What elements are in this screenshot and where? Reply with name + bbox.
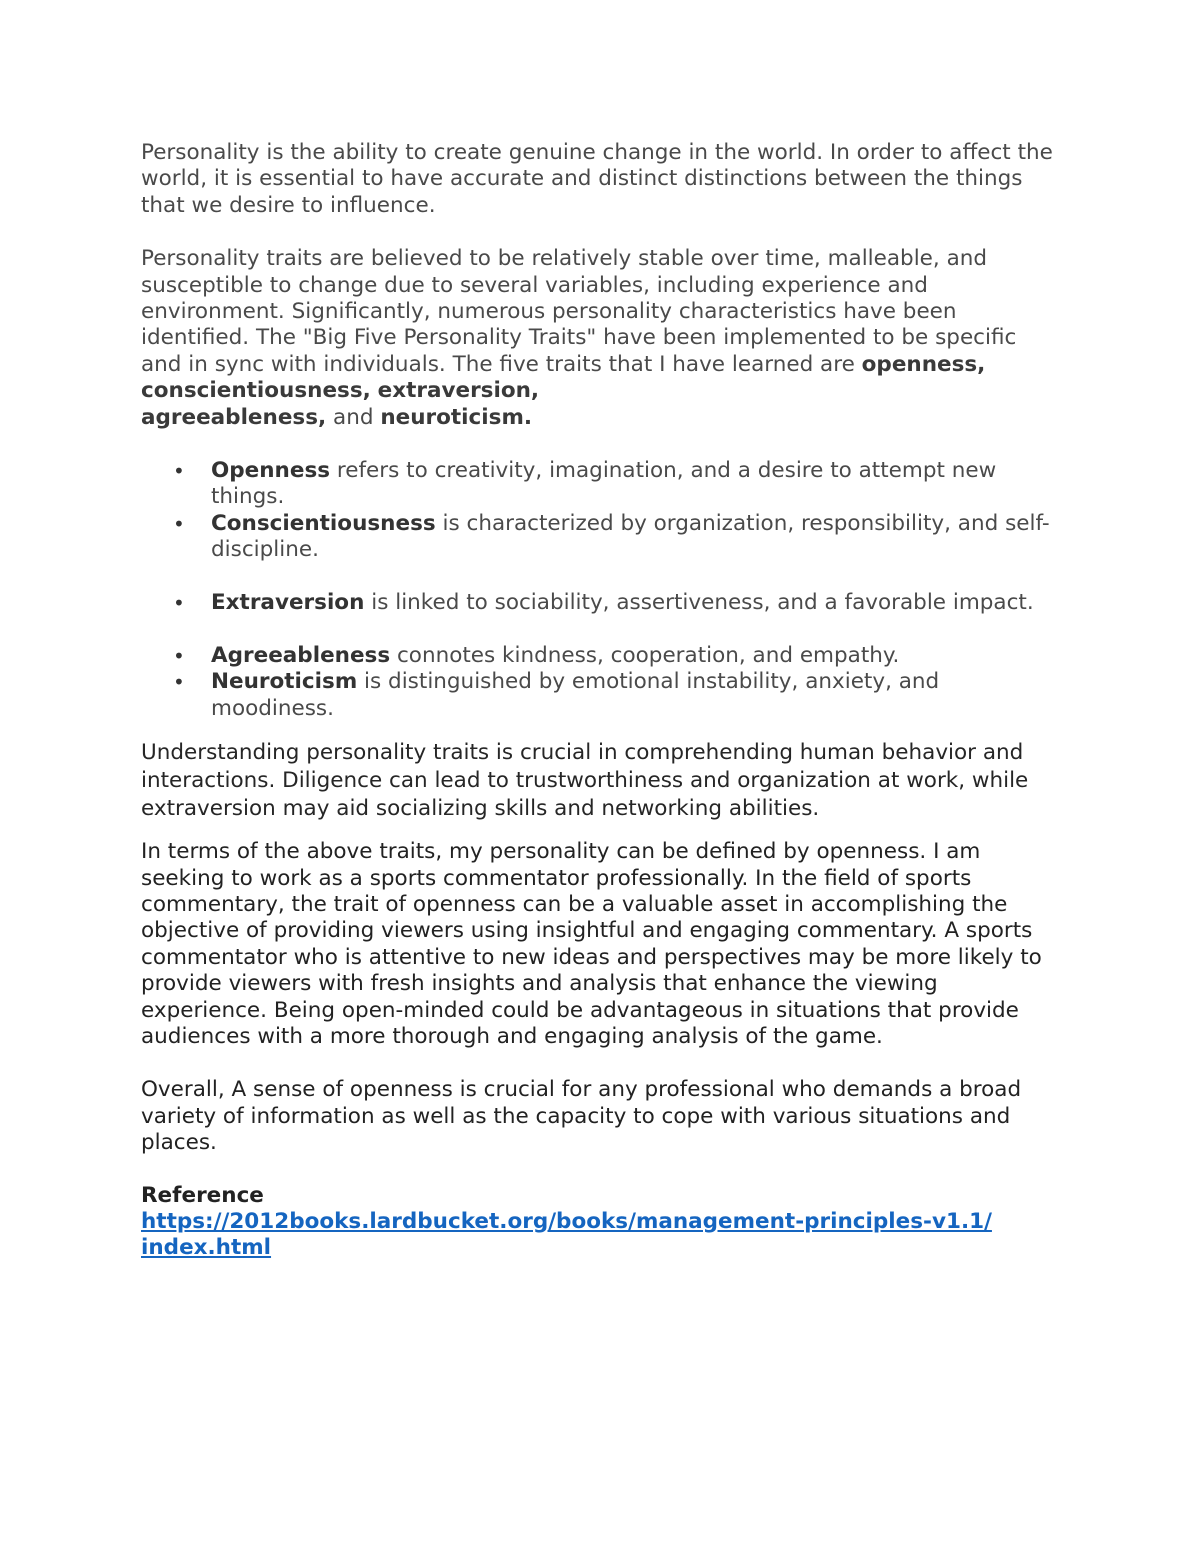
trait-agreeableness-inline: agreeableness, <box>141 404 327 430</box>
trait-description: is characterized by organization, responsibility, and self-discipline. <box>211 510 1050 563</box>
reference-link-line2: index.html <box>141 1235 272 1261</box>
reference-link-line1: https://2012books.lardbucket.org/books/management-principles-v1.1/ <box>141 1208 992 1234</box>
document-body <box>141 140 1061 1262</box>
bullet-icon: • <box>173 459 185 484</box>
trait-description: is linked to sociability, assertiveness, and a favorable impact. <box>364 590 1034 616</box>
trait-name: Extraversion <box>211 590 365 616</box>
trait-description: connotes kindness, cooperation, and empathy. <box>390 642 900 668</box>
list-item <box>141 669 1061 722</box>
trait-name: Conscientiousness <box>211 510 436 536</box>
bullet-icon: • <box>173 670 185 695</box>
understanding-paragraph: Understanding personality traits is crucial in comprehending human behavior and interactions. Diligence can lead to trustworthiness and organization at work, while extraversion may aid socializing skills and networking abilities. <box>141 740 1029 822</box>
big-five-paragraph <box>141 246 1061 431</box>
list-item <box>141 643 1061 669</box>
list-item <box>141 458 1061 511</box>
trait-name: Neuroticism <box>211 669 358 695</box>
reference-heading: Reference <box>141 1182 264 1208</box>
list-item <box>141 590 1061 616</box>
conclusion-paragraph: Overall, A sense of openness is crucial for any professional who demands a broad variety of information as well as the capacity to cope with various situations and places. <box>141 1077 1022 1156</box>
trait-description: refers to creativity, imagination, and a desire to attempt new things. <box>211 458 997 510</box>
openness-career-paragraph: In terms of the above traits, my personality can be defined by openness. I am seeking to work as a sports commentator professionally. In the field of sports commentary, the trait of openness can be a valuable asset in accomplishing the objective of providing viewers using insightful and engaging commentary. A sports commentator who is attentive to new ideas and perspectives may be more likely to provide viewers with fresh insights and analysis that enhance the viewing experience. Being open-minded could be advantageous in situations that provide audiences with a more thorough and engaging analysis of the game. <box>141 839 1042 1049</box>
trait-description: is distinguished by emotional instability, anxiety, and moodiness. <box>211 669 940 721</box>
trait-name: Agreeableness <box>211 642 391 668</box>
trait-conscientiousness-inline: conscientiousness, <box>141 378 371 404</box>
trait-name: Openness <box>211 458 331 484</box>
bullet-icon: • <box>173 591 185 616</box>
bullet-icon: • <box>173 643 185 668</box>
trait-extraversion-inline: extraversion, <box>377 378 540 404</box>
big-five-text: Personality traits are believed to be relatively stable over time, malleable, and susceptible to change due to several variables, including experience and environment. Significantly, numerous personality characteristics have been identified. The "Big Five Personality Traits" have been implemented to be specific and in sync with individuals. The five traits that I have learned are <box>141 246 1017 377</box>
bullet-icon: • <box>173 511 185 536</box>
reference-link[interactable] <box>141 1209 1041 1262</box>
traits-list <box>141 458 1061 722</box>
trait-neuroticism-inline: neuroticism. <box>380 404 533 430</box>
trait-openness-inline: openness, <box>861 351 986 377</box>
intro-paragraph: Personality is the ability to create genuine change in the world. In order to affect the world, it is essential to have accurate and distinct distinctions between the things that we desire to influence. <box>141 140 1053 218</box>
list-item <box>141 511 1061 564</box>
and-word: and <box>333 404 374 430</box>
